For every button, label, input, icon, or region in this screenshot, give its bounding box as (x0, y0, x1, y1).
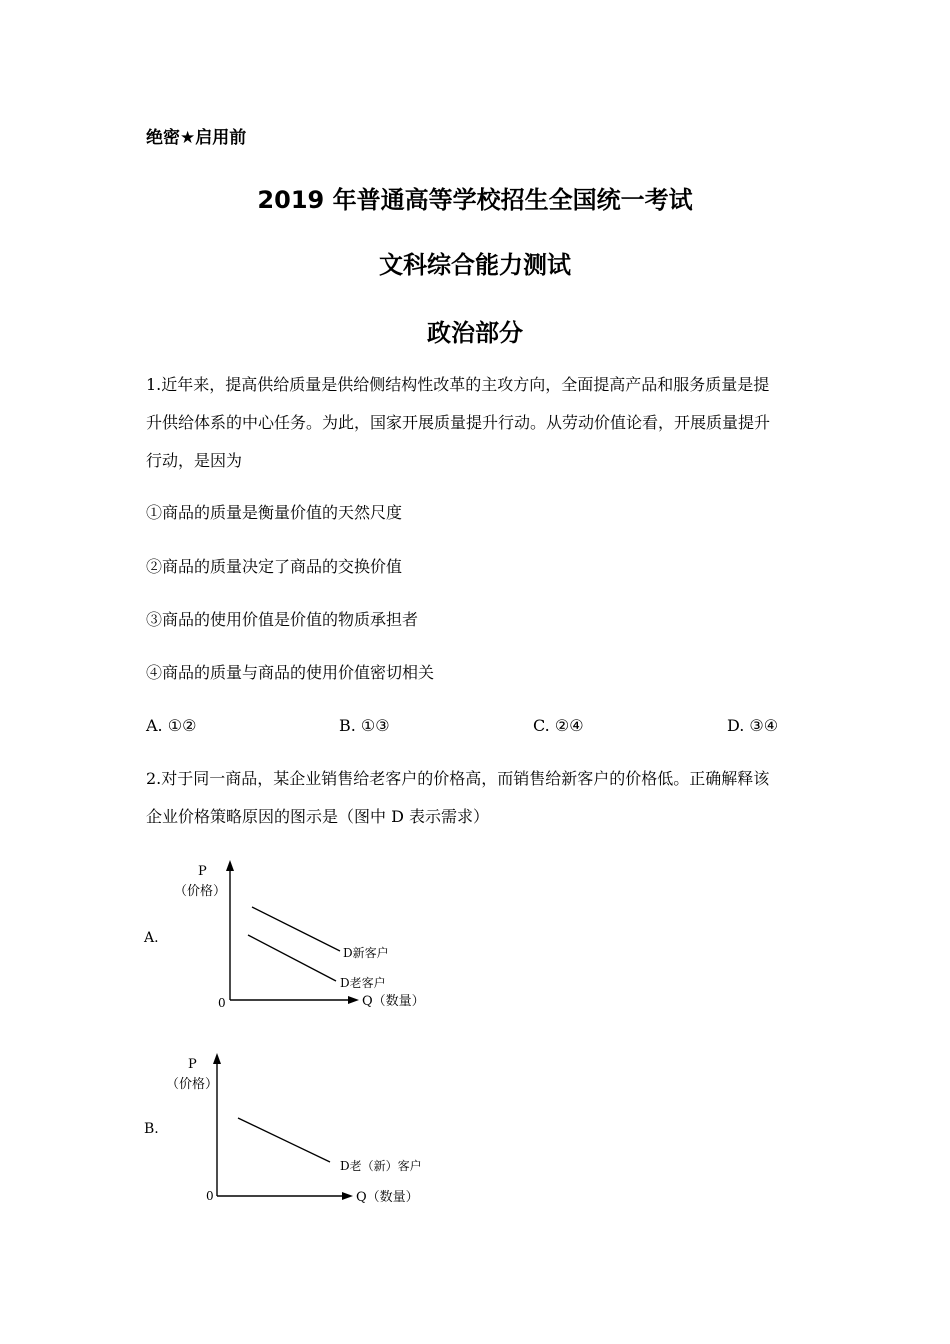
q1-option-c: C. ②④ (533, 716, 584, 735)
q2-stem-line-2: 企业价格策略原因的图示是（图中 D 表示需求） (146, 807, 490, 826)
graph-a-p-arrow (226, 860, 234, 871)
q1-stem-line-2: 升供给体系的中心任务。为此，国家开展质量提升行动。从劳动价值论看，开展质量提升 (146, 413, 771, 432)
q1-option-d: D. ③④ (727, 716, 779, 735)
exam-title: 2019 年普通高等学校招生全国统一考试 (257, 186, 693, 214)
q1-statement-4: ④商品的质量与商品的使用价值密切相关 (146, 663, 435, 682)
confidential-label: 绝密★启用前 (146, 128, 247, 148)
q1-option-a: A. ①② (146, 716, 197, 735)
graph-a-origin: 0 (218, 996, 226, 1010)
q1-stem-line-1: 1.近年来，提高供给质量是供给侧结构性改革的主攻方向，全面提高产品和服务质量是提 (146, 375, 770, 394)
exam-subtitle: 文科综合能力测试 (379, 251, 571, 279)
graph-b-p-arrow (213, 1053, 221, 1064)
graph-a-label: A. (144, 930, 159, 946)
graph-a (160, 855, 460, 1020)
graph-b-p-text: P (188, 1057, 197, 1072)
graph-b-origin: 0 (206, 1189, 214, 1203)
graph-b-p-cn-text: （价格） (166, 1077, 219, 1092)
graph-b-line-label: D老（新）客户 (340, 1159, 422, 1173)
q1-stem-line-3: 行动，是因为 (146, 451, 243, 470)
q1-statement-1: ①商品的质量是衡量价值的天然尺度 (146, 503, 403, 522)
graph-b (160, 1048, 460, 1213)
graph-b-demand-line (238, 1118, 330, 1162)
q1-option-b: B. ①③ (339, 716, 390, 735)
section-title: 政治部分 (427, 319, 523, 347)
q2-stem-line-1: 2.对于同一商品，某企业销售给老客户的价格高，而销售给新客户的价格低。正确解释该 (146, 769, 770, 788)
graph-b-q-text: Q（数量） (356, 1190, 419, 1205)
graph-a-q-text: Q（数量） (362, 994, 425, 1009)
graph-a-q-arrow (348, 996, 359, 1004)
graph-b-q-arrow (342, 1192, 353, 1200)
graph-b-label: B. (144, 1121, 159, 1137)
graph-a-new-label: D新客户 (343, 946, 389, 960)
q1-statement-3: ③商品的使用价值是价值的物质承担者 (146, 610, 419, 629)
graph-a-p-text: P (198, 864, 207, 879)
q1-statement-2: ②商品的质量决定了商品的交换价值 (146, 557, 403, 576)
graph-a-old-label: D老客户 (340, 976, 386, 990)
graph-a-p-cn-text: （价格） (174, 884, 227, 899)
